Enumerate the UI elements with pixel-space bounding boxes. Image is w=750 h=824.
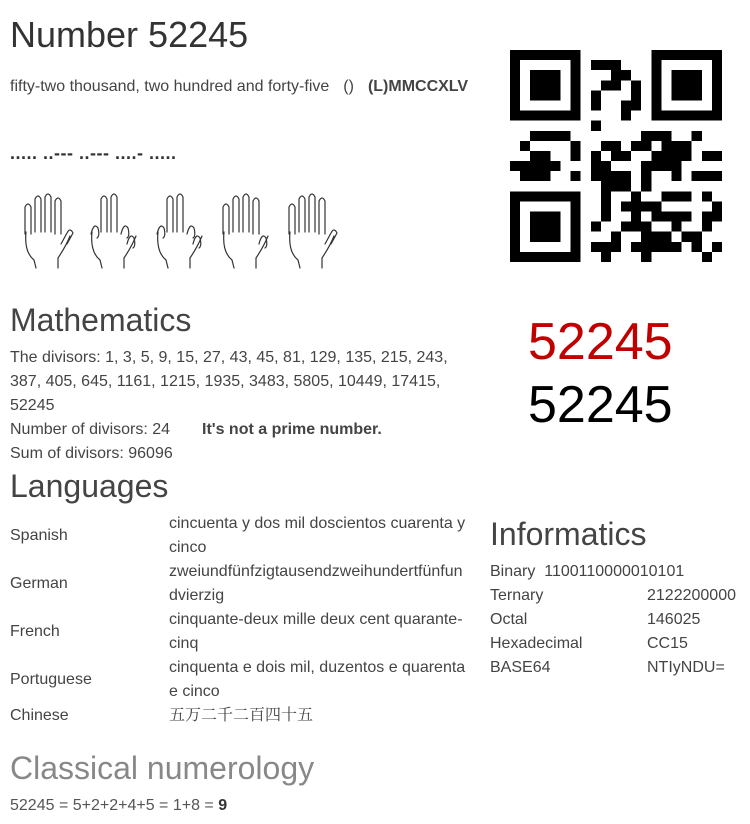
- language-row: [10, 704, 470, 728]
- hand-5-fingers-icon: [289, 194, 337, 268]
- divisors-list: The divisors: 1, 3, 5, 9, 15, 27, 43, 45, 81, 129, 135, 215, 243, 387, 405, 645, 1161, 1215, 1935, 3483, 5805, 10449, 17415, 52245: [10, 349, 448, 414]
- language-row: [10, 608, 470, 656]
- language-value: 五万二千二百四十五: [169, 707, 314, 724]
- hand-4-fingers-icon: [223, 194, 268, 268]
- numerology-result: 9: [218, 797, 228, 814]
- hand-5-fingers-icon: [25, 194, 73, 268]
- info-value: CC15: [647, 635, 688, 652]
- qr-code-icon: [510, 50, 722, 262]
- language-name: Spanish: [10, 527, 68, 544]
- informatics-heading: Informatics: [490, 516, 647, 552]
- words-paren: (): [343, 78, 354, 95]
- language-row: [10, 512, 470, 560]
- number-display-black: 52245: [528, 376, 673, 434]
- info-value: 146025: [647, 611, 701, 628]
- words-text: fifty-two thousand, two hundred and forty-five: [10, 78, 330, 95]
- informatics-table: [490, 560, 736, 680]
- hand-2-fingers-icon: [157, 194, 202, 268]
- info-row: [490, 608, 736, 632]
- number-of-divisors: Number of divisors: 24: [10, 421, 171, 438]
- info-key: Ternary: [490, 587, 544, 604]
- numerology-equation: [10, 797, 227, 815]
- languages-heading: Languages: [10, 468, 169, 504]
- prime-status: It's not a prime number.: [202, 421, 382, 438]
- language-value: cincuenta y dos mil doscientos cuarenta y cinco: [169, 515, 466, 556]
- roman-numeral: (L)MMCCXLV: [367, 78, 469, 95]
- language-row: [10, 656, 470, 704]
- numerology-sum: 52245 = 5+2+2+4+5 = 1+8 =: [10, 797, 219, 814]
- language-value: cinquante-deux mille deux cent quarante-cinq: [169, 611, 463, 652]
- mathematics-heading: Mathematics: [10, 302, 192, 338]
- morse-code: ..... ..--- ..--- ....- .....: [10, 143, 177, 163]
- languages-table: [10, 512, 470, 728]
- language-value: cinquenta e dois mil, duzentos e quarenta e cinco: [169, 659, 466, 700]
- info-value: 1100110000010101: [544, 563, 685, 580]
- hand-counting-icon: [10, 190, 340, 270]
- language-name: Portuguese: [10, 671, 92, 688]
- info-row: [490, 656, 736, 680]
- numerology-heading: Classical numerology: [10, 750, 315, 786]
- info-key: Octal: [490, 611, 528, 628]
- language-name: German: [10, 575, 68, 592]
- number-in-words: [10, 78, 468, 96]
- language-name: Chinese: [10, 707, 69, 724]
- info-row: [490, 632, 736, 656]
- info-key: BASE64: [490, 659, 551, 676]
- language-value: zweiundfünfzigtausendzweihundertfünfundvierzig: [169, 563, 463, 604]
- info-row: [490, 584, 736, 608]
- info-value: 2122200000: [647, 587, 736, 604]
- info-key: Binary: [490, 563, 536, 580]
- number-display-red: 52245: [528, 313, 673, 371]
- info-key: Hexadecimal: [490, 635, 583, 652]
- page-title: Number 52245: [10, 14, 249, 55]
- sum-of-divisors: Sum of divisors: 96096: [10, 445, 173, 462]
- language-name: French: [10, 623, 60, 640]
- language-row: [10, 560, 470, 608]
- hand-2-fingers-icon: [91, 194, 136, 268]
- info-row-binary: [490, 560, 736, 584]
- info-value: NTIyNDU=: [647, 659, 725, 676]
